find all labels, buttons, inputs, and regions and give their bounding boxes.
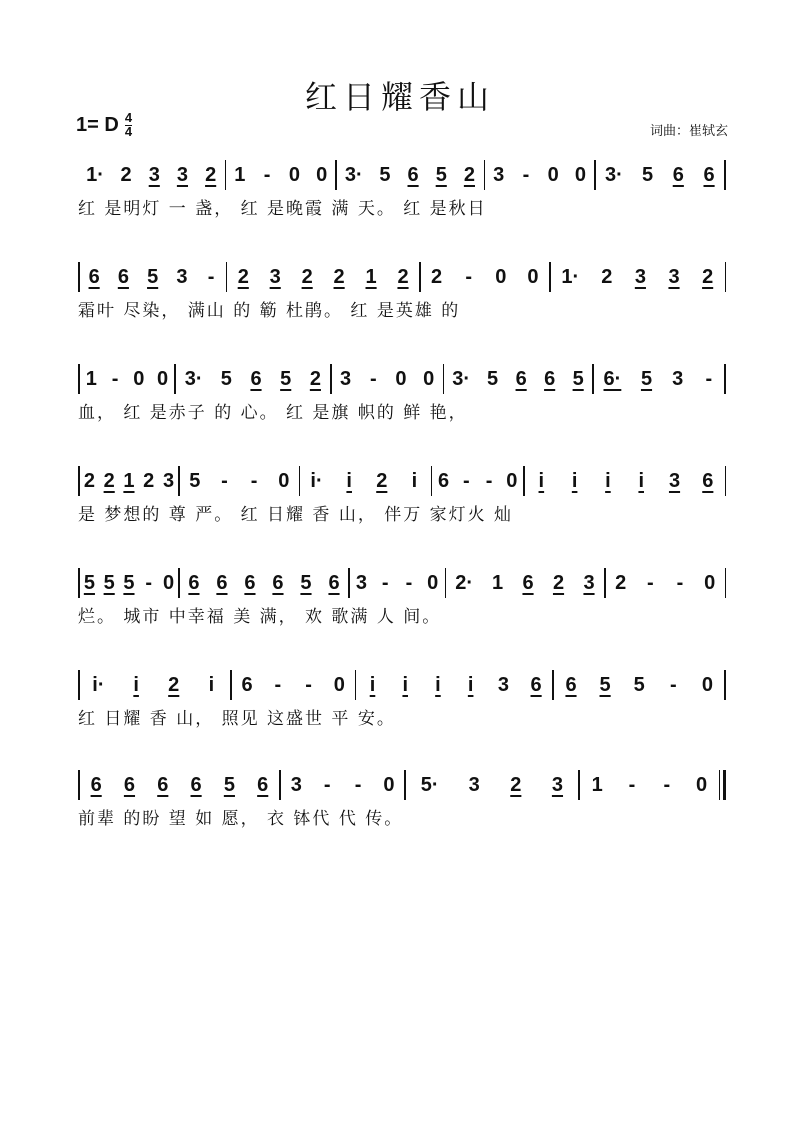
- note: 0: [527, 265, 539, 288]
- note: 3·: [344, 163, 363, 186]
- note: 5: [223, 773, 235, 796]
- measure: [580, 770, 719, 800]
- note: 6: [90, 773, 102, 796]
- note: 3: [148, 163, 160, 186]
- note: 1: [365, 265, 377, 288]
- note: 3: [583, 571, 595, 594]
- note: 1: [123, 469, 135, 492]
- note: 5: [300, 571, 312, 594]
- note: 6: [328, 571, 340, 594]
- note: 0: [696, 773, 708, 796]
- note: i: [435, 673, 441, 696]
- note: -: [628, 773, 636, 796]
- note: 3: [497, 673, 509, 696]
- note: 3: [668, 265, 680, 288]
- note: -: [465, 265, 473, 288]
- note: 3: [634, 265, 646, 288]
- note: i: [208, 673, 215, 696]
- note: 6: [544, 367, 556, 390]
- note: 2·: [455, 571, 474, 594]
- measure: [180, 466, 299, 496]
- note: 3: [551, 773, 564, 796]
- note: 6: [438, 469, 450, 492]
- note: 0: [288, 163, 300, 186]
- note: 2: [333, 265, 345, 288]
- note: 2: [309, 367, 321, 390]
- score-row: [78, 670, 726, 750]
- measure: [300, 466, 431, 496]
- note: 6: [515, 367, 527, 390]
- note: 2: [168, 673, 180, 696]
- note: 1: [85, 367, 97, 390]
- note: 5: [220, 367, 232, 390]
- measure: [226, 160, 335, 190]
- measure: [332, 364, 443, 394]
- note: 3: [290, 773, 302, 796]
- note: 0: [316, 163, 328, 186]
- note: i·: [310, 469, 323, 492]
- song-title: 红日耀香山: [304, 78, 495, 116]
- notation-line: [78, 670, 726, 700]
- key-signature: [76, 112, 132, 138]
- note: -: [274, 673, 282, 696]
- note: 1: [591, 773, 603, 796]
- note: i: [411, 469, 418, 492]
- note: 0: [423, 367, 435, 390]
- note: -: [485, 469, 493, 492]
- note: 6: [703, 163, 715, 186]
- lyrics-line: 红 日耀 香 山， 照见 这盛世 平 安。: [78, 709, 396, 729]
- note: 0: [704, 571, 716, 594]
- note: 0: [133, 367, 145, 390]
- score-row: [78, 770, 726, 850]
- note: 5: [379, 163, 391, 186]
- note: 0: [333, 673, 345, 696]
- lyrics-line: 是 梦想的 尊 严。 红 日耀 香 山， 伴万 家灯火 灿: [78, 505, 514, 525]
- note: -: [323, 773, 331, 796]
- note: i·: [92, 673, 105, 696]
- note: 2: [143, 469, 155, 492]
- note: -: [669, 673, 677, 696]
- note: -: [354, 773, 362, 796]
- note: 2: [103, 469, 115, 492]
- measure: [406, 770, 578, 800]
- note: 2: [397, 265, 409, 288]
- measure: [80, 770, 280, 800]
- measure: [421, 262, 550, 292]
- note: 3: [176, 265, 188, 288]
- note: 2: [431, 265, 443, 288]
- note: 3: [176, 163, 189, 186]
- barline: [725, 568, 727, 598]
- barline: [725, 262, 727, 292]
- note: 6·: [603, 367, 622, 390]
- note: -: [522, 163, 530, 186]
- lyrics-line: 霜叶 尽染， 满山 的 簕 杜鹃。 红 是英雄 的: [78, 301, 461, 321]
- measure: [432, 466, 523, 496]
- score-row: [78, 160, 726, 240]
- measure: [80, 262, 226, 292]
- note: 2: [205, 163, 217, 186]
- note: 5·: [420, 773, 439, 796]
- note: 3: [340, 367, 352, 390]
- note: -: [221, 469, 228, 492]
- note: i: [571, 469, 578, 492]
- note: -: [305, 673, 312, 696]
- note: -: [405, 571, 413, 594]
- note: 1: [491, 571, 504, 594]
- note: -: [369, 367, 377, 390]
- note: 5: [83, 571, 95, 594]
- note: 0: [701, 673, 713, 696]
- note: 5: [280, 367, 292, 390]
- note: 2: [702, 265, 714, 288]
- score-row: [78, 364, 726, 444]
- barline: [724, 670, 726, 700]
- barline: [719, 770, 726, 800]
- score-row: [78, 262, 726, 342]
- note: 3: [269, 265, 281, 288]
- note: i: [346, 469, 352, 492]
- note: 2: [376, 469, 388, 492]
- measure: [356, 670, 552, 700]
- note: i: [133, 673, 139, 696]
- note: 2: [301, 265, 313, 288]
- measure: [551, 262, 725, 292]
- measure: [485, 160, 594, 190]
- measure: [227, 262, 419, 292]
- note: 0: [427, 571, 439, 594]
- note: 6: [530, 673, 542, 696]
- note: 2: [83, 469, 95, 492]
- barline: [724, 160, 726, 190]
- lyrics-line: 前辈 的盼 望 如 愿， 衣 钵代 代 传。: [78, 809, 404, 829]
- measure: [525, 466, 725, 496]
- notation-line: [78, 364, 726, 394]
- note: 3: [355, 571, 367, 594]
- note: 1·: [86, 163, 104, 186]
- note: 0: [162, 571, 175, 594]
- measure: [554, 670, 725, 700]
- note: 5: [487, 367, 499, 390]
- note: i: [638, 469, 644, 492]
- notation-line: [78, 160, 726, 190]
- measure: [281, 770, 404, 800]
- note: 3: [468, 773, 480, 796]
- note: 0: [574, 163, 587, 186]
- note: i: [467, 673, 474, 696]
- note: -: [705, 367, 713, 390]
- note: 5: [640, 367, 653, 390]
- note: 3: [668, 469, 681, 492]
- note: -: [381, 571, 389, 594]
- score-row: [78, 466, 726, 546]
- measure: [80, 466, 179, 496]
- note: 2: [120, 163, 132, 186]
- measure: [596, 160, 725, 190]
- key-label: 1= D: [76, 113, 119, 136]
- lyrics-line: 血， 红 是赤子 的 心。 红 是旗 帜的 鲜 艳，: [78, 403, 468, 423]
- note: 3·: [604, 163, 623, 186]
- note: 5: [189, 469, 201, 492]
- note: 6: [244, 571, 256, 594]
- notation-line: [78, 262, 726, 292]
- note: -: [462, 469, 470, 492]
- note: -: [250, 469, 258, 492]
- note: 5: [572, 367, 584, 390]
- note: 0: [495, 265, 507, 288]
- measure: [337, 160, 484, 190]
- note: -: [646, 571, 654, 594]
- notation-line: [78, 568, 726, 598]
- note: 2: [510, 773, 522, 796]
- measure: [594, 364, 725, 394]
- note: 5: [599, 673, 611, 696]
- note: 0: [506, 469, 518, 492]
- notation-line: [78, 770, 726, 800]
- note: 6: [157, 773, 169, 796]
- note: 3·: [184, 367, 203, 390]
- note: 5: [435, 163, 447, 186]
- score-row: [78, 568, 726, 648]
- time-signature: [125, 112, 132, 138]
- note: 5: [103, 571, 115, 594]
- note: 5: [641, 163, 654, 186]
- note: -: [111, 367, 119, 390]
- measure: [444, 364, 592, 394]
- note: 2: [237, 265, 249, 288]
- barline: [724, 364, 726, 394]
- note: 0: [383, 773, 395, 796]
- note: 6: [117, 265, 129, 288]
- note: 5: [123, 571, 135, 594]
- credit-line: 词曲：崔轼玄: [649, 124, 728, 139]
- note: -: [207, 265, 215, 288]
- barline: [725, 466, 727, 496]
- measure: [350, 568, 445, 598]
- note: 2: [463, 163, 475, 186]
- measure: [80, 568, 179, 598]
- measure: [180, 568, 348, 598]
- note: 0: [157, 367, 169, 390]
- note: 6: [522, 571, 534, 594]
- note: 0: [278, 469, 290, 492]
- note: i: [538, 469, 545, 492]
- note: 6: [241, 673, 253, 696]
- lyrics-line: 烂。 城市 中幸福 美 满， 欢 歌满 人 间。: [78, 607, 442, 627]
- note: 3: [672, 367, 684, 390]
- note: 1·: [561, 265, 580, 288]
- note: 2: [552, 571, 565, 594]
- note: 3: [493, 163, 505, 186]
- note: 2: [601, 265, 613, 288]
- note: 3: [162, 469, 175, 492]
- measure: [80, 670, 231, 700]
- note: i: [402, 673, 408, 696]
- note: -: [676, 571, 684, 594]
- lyrics-line: 红 是明灯 一 盏， 红 是晚霞 满 天。 红 是秋日: [78, 199, 487, 219]
- measure: [606, 568, 725, 598]
- note: 6: [123, 773, 136, 796]
- note: 6: [216, 571, 228, 594]
- note: 6: [190, 773, 202, 796]
- note: 6: [565, 673, 577, 696]
- note: 6: [407, 163, 419, 186]
- time-signature-bottom: 4: [124, 124, 133, 139]
- notation-line: [78, 466, 726, 496]
- note: 5: [633, 673, 645, 696]
- note: 5: [147, 265, 159, 288]
- note: -: [145, 571, 153, 594]
- note: 6: [188, 571, 200, 594]
- note: 1: [234, 163, 246, 186]
- note: 3·: [452, 367, 471, 390]
- measure: [176, 364, 330, 394]
- note: 0: [547, 163, 559, 186]
- measure: [232, 670, 355, 700]
- note: 6: [88, 265, 100, 288]
- note: i: [369, 673, 376, 696]
- measure: [78, 160, 225, 190]
- note: 6: [702, 469, 714, 492]
- note: 0: [395, 367, 407, 390]
- note: -: [663, 773, 671, 796]
- note: 2: [615, 571, 627, 594]
- note: i: [605, 469, 611, 492]
- measure: [446, 568, 604, 598]
- note: 6: [672, 163, 684, 186]
- note: 6: [257, 773, 269, 796]
- note: 6: [250, 367, 262, 390]
- time-signature-top: 4: [124, 110, 133, 125]
- measure: [80, 364, 175, 394]
- note: 6: [272, 571, 284, 594]
- note: -: [263, 163, 271, 186]
